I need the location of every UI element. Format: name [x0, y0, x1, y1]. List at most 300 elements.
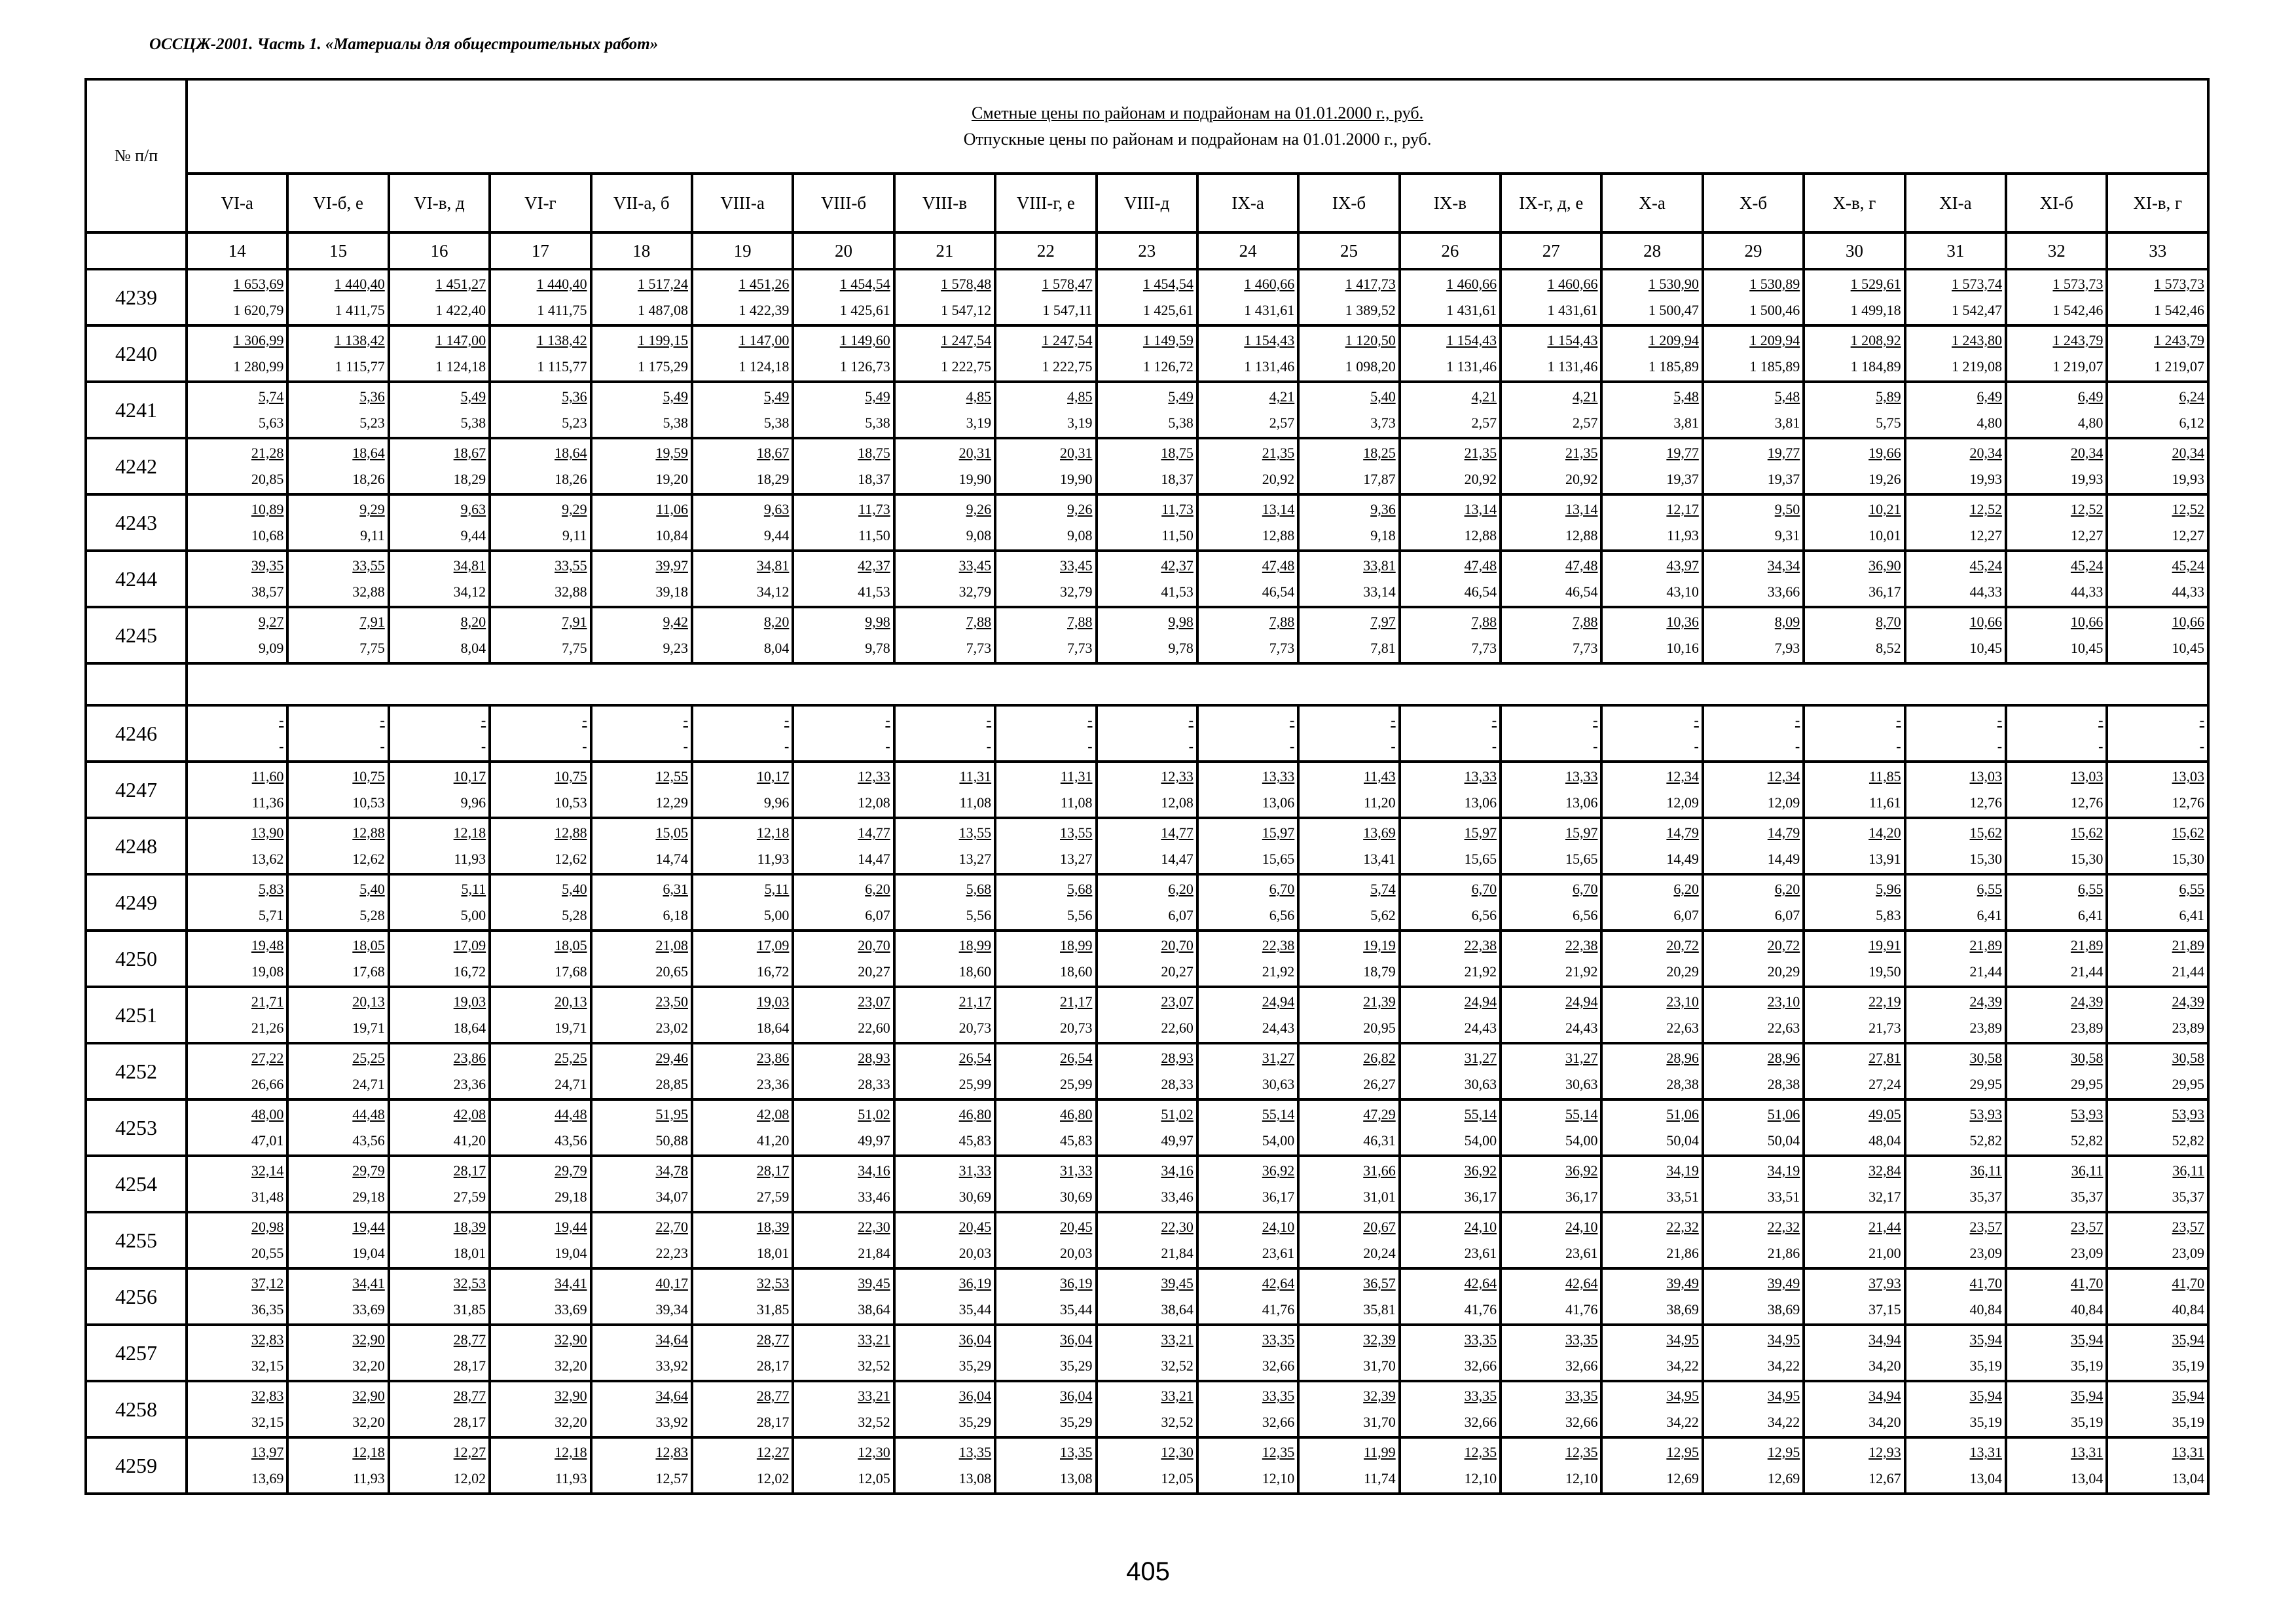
- price-cell: [1097, 1212, 1197, 1268]
- estimate-price: 11,99: [1364, 1444, 1396, 1460]
- estimate-price: 47,29: [1363, 1106, 1396, 1122]
- estimate-price: 44,48: [352, 1106, 385, 1122]
- wholesale-price: 4,80: [1977, 415, 2003, 431]
- price-cell: [490, 1381, 591, 1437]
- estimate-price: 24,94: [1565, 993, 1598, 1010]
- wholesale-price: 28,17: [756, 1414, 790, 1430]
- price-cell: [995, 874, 1096, 931]
- estimate-price: 19,48: [251, 937, 284, 953]
- wholesale-price: 41,53: [858, 583, 890, 600]
- wholesale-price: 19,20: [655, 471, 688, 487]
- estimate-price: 17,09: [756, 937, 790, 953]
- price-cell: [1501, 1156, 1601, 1212]
- wholesale-price: 3,73: [1370, 415, 1396, 431]
- estimate-price: 18,05: [555, 937, 587, 953]
- wholesale-price: 1 185,89: [1749, 358, 1800, 375]
- price-cell: [1501, 1381, 1601, 1437]
- estimate-price: 5,83: [258, 881, 284, 897]
- estimate-price: 12,52: [2070, 501, 2104, 517]
- column-index: 14: [187, 232, 287, 269]
- price-cell: [1804, 762, 1904, 818]
- wholesale-price: 10,01: [1868, 527, 1901, 544]
- estimate-price: 28,96: [1767, 1050, 1800, 1066]
- estimate-price: 1 440,40: [536, 276, 587, 292]
- region-header: X-а: [1601, 174, 1702, 232]
- column-index: 32: [2006, 232, 2107, 269]
- price-cell: [389, 1043, 490, 1099]
- wholesale-price: 13,27: [958, 851, 992, 867]
- price-cell: [1905, 494, 2006, 551]
- estimate-price: 34,95: [1767, 1331, 1800, 1348]
- estimate-price: 32,90: [352, 1388, 385, 1404]
- estimate-price: 12,93: [1868, 1444, 1901, 1460]
- price-cell: [692, 818, 793, 874]
- table-row: [86, 325, 2208, 382]
- price-cell: [287, 1437, 388, 1494]
- estimate-price: 11,43: [1364, 768, 1396, 784]
- price-cell: [995, 987, 1096, 1043]
- estimate-price: 39,45: [1161, 1275, 1194, 1291]
- wholesale-price: 22,23: [655, 1245, 688, 1261]
- price-cell: [1905, 762, 2006, 818]
- table-row: [86, 874, 2208, 931]
- column-index: 15: [287, 232, 388, 269]
- wholesale-price: 19,71: [352, 1020, 385, 1036]
- price-cell: [692, 1043, 793, 1099]
- wholesale-price: 35,44: [1060, 1301, 1093, 1318]
- price-cell: [995, 607, 1096, 663]
- price-cell: [187, 987, 287, 1043]
- wholesale-price: -: [582, 738, 587, 754]
- wholesale-price: 43,56: [352, 1132, 385, 1149]
- wholesale-price: 34,22: [1767, 1357, 1800, 1374]
- wholesale-price: 11,61: [1868, 794, 1901, 811]
- wholesale-price: 14,47: [1161, 851, 1194, 867]
- wholesale-price: -: [1289, 738, 1295, 754]
- wholesale-price: 10,53: [352, 794, 385, 811]
- price-cell: [287, 818, 388, 874]
- wholesale-price: 14,47: [858, 851, 890, 867]
- region-header: XI-в, г: [2107, 174, 2208, 232]
- wholesale-price: 10,45: [1969, 640, 2003, 656]
- wholesale-price: 6,18: [663, 907, 688, 923]
- estimate-price: 9,29: [359, 501, 385, 517]
- estimate-price: 19,66: [1868, 445, 1901, 461]
- wholesale-price: 18,37: [1161, 471, 1194, 487]
- estimate-price: 31,27: [1262, 1050, 1295, 1066]
- price-cell: [1197, 494, 1298, 551]
- price-cell: [1400, 1268, 1501, 1325]
- estimate-price: 12,33: [1161, 768, 1194, 784]
- price-cell: [591, 762, 692, 818]
- estimate-price: -: [1391, 712, 1396, 728]
- estimate-price: 33,35: [1565, 1331, 1598, 1348]
- wholesale-price: 18,29: [756, 471, 790, 487]
- price-cell: [2006, 1099, 2107, 1156]
- wholesale-price: 1 425,61: [1142, 302, 1194, 318]
- wholesale-price: 33,46: [1161, 1189, 1194, 1205]
- price-cell: [1298, 551, 1399, 607]
- row-number: 4239: [86, 269, 187, 325]
- wholesale-price: 36,17: [1868, 583, 1901, 600]
- estimate-price: 46,80: [1060, 1106, 1093, 1122]
- wholesale-price: 1 219,07: [2154, 358, 2205, 375]
- estimate-price: 33,45: [1060, 557, 1093, 574]
- wholesale-price: 18,79: [1363, 963, 1396, 980]
- price-cell: [1601, 1212, 1702, 1268]
- price-cell: [1197, 551, 1298, 607]
- estimate-price: 1 247,54: [1042, 332, 1093, 348]
- wholesale-price: 28,38: [1666, 1076, 1699, 1092]
- price-cell: [1097, 705, 1197, 762]
- estimate-price: 51,02: [858, 1106, 890, 1122]
- wholesale-price: 32,52: [1161, 1414, 1194, 1430]
- price-cell: [2107, 762, 2208, 818]
- wholesale-price: 45,83: [1060, 1132, 1093, 1149]
- estimate-price: -: [1289, 712, 1295, 728]
- estimate-price: 8,09: [1774, 614, 1800, 630]
- wholesale-price: 6,07: [1673, 907, 1699, 923]
- estimate-price: -: [481, 712, 486, 728]
- region-header: VIII-б: [793, 174, 894, 232]
- estimate-price: 33,55: [555, 557, 587, 574]
- wholesale-price: 1 425,61: [839, 302, 890, 318]
- wholesale-price: 32,17: [1868, 1189, 1901, 1205]
- column-index: 21: [894, 232, 995, 269]
- wholesale-price: 7,73: [966, 640, 992, 656]
- table-row: [86, 931, 2208, 987]
- wholesale-price: 23,89: [1969, 1020, 2003, 1036]
- price-cell: [187, 762, 287, 818]
- wholesale-price: 21,84: [858, 1245, 890, 1261]
- price-cell: [995, 1156, 1096, 1212]
- estimate-price: 10,36: [1666, 614, 1699, 630]
- wholesale-price: 1 500,47: [1648, 302, 1699, 318]
- wholesale-price: 12,62: [352, 851, 385, 867]
- wholesale-price: 25,99: [958, 1076, 992, 1092]
- price-cell: [1400, 1381, 1501, 1437]
- estimate-price: 24,39: [1969, 993, 2003, 1010]
- estimate-price: 21,08: [655, 937, 688, 953]
- wholesale-price: 35,19: [2172, 1357, 2205, 1374]
- price-cell: [389, 382, 490, 438]
- price-cell: [1298, 1212, 1399, 1268]
- wholesale-price: 5,38: [763, 415, 790, 431]
- price-cell: [692, 1325, 793, 1381]
- estimate-price: 24,94: [1262, 993, 1295, 1010]
- price-cell: [591, 1437, 692, 1494]
- price-cell: [1804, 987, 1904, 1043]
- price-cell: [692, 931, 793, 987]
- estimate-price: 12,34: [1767, 768, 1800, 784]
- wholesale-price: 1 098,20: [1345, 358, 1396, 375]
- price-cell: [287, 382, 388, 438]
- estimate-price: 39,49: [1666, 1275, 1699, 1291]
- estimate-price: 20,45: [1060, 1219, 1093, 1235]
- price-cell: [894, 818, 995, 874]
- price-cell: [692, 382, 793, 438]
- price-cell: [2006, 269, 2107, 325]
- price-cell: [2107, 818, 2208, 874]
- wholesale-price: 5,00: [460, 907, 486, 923]
- price-cell: [894, 1212, 995, 1268]
- estimate-price: 21,89: [2172, 937, 2205, 953]
- estimate-price: 23,07: [858, 993, 890, 1010]
- estimate-price: 21,39: [1363, 993, 1396, 1010]
- estimate-price: 53,93: [2172, 1106, 2205, 1122]
- region-header: VI-в, д: [389, 174, 490, 232]
- price-cell: [1601, 1156, 1702, 1212]
- price-cell: [490, 705, 591, 762]
- price-cell: [389, 762, 490, 818]
- price-cell: [1905, 987, 2006, 1043]
- column-index: 19: [692, 232, 793, 269]
- wholesale-price: 5,71: [258, 907, 284, 923]
- estimate-price: 18,99: [958, 937, 992, 953]
- wholesale-price: 37,15: [1868, 1301, 1901, 1318]
- price-cell: [1097, 1156, 1197, 1212]
- estimate-price: 24,10: [1565, 1219, 1598, 1235]
- price-cell: [1298, 607, 1399, 663]
- wholesale-price: 30,69: [1060, 1189, 1093, 1205]
- wholesale-price: -: [1694, 738, 1699, 754]
- price-cell: [1601, 551, 1702, 607]
- estimate-price: 10,17: [756, 768, 790, 784]
- price-cell: [490, 818, 591, 874]
- wholesale-price: 1 500,46: [1749, 302, 1800, 318]
- price-cell: [1905, 607, 2006, 663]
- price-cell: [793, 325, 894, 382]
- price-cell: [1905, 874, 2006, 931]
- wholesale-price: 34,12: [453, 583, 486, 600]
- estimate-price: 5,49: [865, 388, 890, 405]
- wholesale-price: 1 542,46: [2052, 302, 2104, 318]
- table-row: [86, 1212, 2208, 1268]
- estimate-price: 33,21: [858, 1331, 890, 1348]
- price-cell: [1298, 705, 1399, 762]
- estimate-price: 45,24: [2172, 557, 2205, 574]
- price-cell: [490, 1043, 591, 1099]
- wholesale-price: 31,70: [1363, 1357, 1396, 1374]
- wholesale-price: 9,44: [763, 527, 790, 544]
- estimate-price: 13,03: [2070, 768, 2104, 784]
- price-cell: [1400, 762, 1501, 818]
- price-cell: [591, 987, 692, 1043]
- wholesale-price: 4,80: [2077, 415, 2104, 431]
- price-cell: [187, 1381, 287, 1437]
- wholesale-price: 5,38: [663, 415, 688, 431]
- wholesale-price: 21,92: [1262, 963, 1295, 980]
- estimate-price: 26,82: [1363, 1050, 1396, 1066]
- estimate-price: 42,37: [858, 557, 890, 574]
- estimate-price: 13,31: [2070, 1444, 2104, 1460]
- estimate-price: 22,38: [1262, 937, 1295, 953]
- price-cell: [1804, 1325, 1904, 1381]
- wholesale-price: 3,19: [1067, 415, 1093, 431]
- wholesale-price: 18,26: [352, 471, 385, 487]
- price-cell: [1703, 551, 1804, 607]
- wholesale-price: 1 411,75: [335, 302, 385, 318]
- price-cell: [591, 1381, 692, 1437]
- wholesale-price: 39,18: [655, 583, 688, 600]
- estimate-price: 22,30: [858, 1219, 890, 1235]
- price-cell: [894, 382, 995, 438]
- price-cell: [2107, 607, 2208, 663]
- wholesale-price: 11,36: [251, 794, 284, 811]
- price-cell: [1400, 705, 1501, 762]
- wholesale-price: 29,95: [2172, 1076, 2205, 1092]
- wholesale-price: 44,33: [1969, 583, 2003, 600]
- price-cell: [1703, 818, 1804, 874]
- estimate-price: 1 460,66: [1547, 276, 1598, 292]
- wholesale-price: 18,64: [756, 1020, 790, 1036]
- estimate-price: 24,10: [1464, 1219, 1497, 1235]
- price-cell: [692, 1381, 793, 1437]
- price-cell: [490, 269, 591, 325]
- wholesale-price: 9,08: [1067, 527, 1093, 544]
- price-cell: [591, 269, 692, 325]
- price-cell: [1804, 818, 1904, 874]
- wholesale-price: 28,17: [453, 1357, 486, 1374]
- wholesale-price: 9,78: [865, 640, 890, 656]
- price-cell: [1097, 1437, 1197, 1494]
- wholesale-price: 5,38: [460, 415, 486, 431]
- table-row: [86, 382, 2208, 438]
- estimate-price: 17,09: [453, 937, 486, 953]
- estimate-price: 9,50: [1774, 501, 1800, 517]
- table-row: [86, 494, 2208, 551]
- estimate-price: 20,72: [1767, 937, 1800, 953]
- wholesale-price: 30,69: [958, 1189, 992, 1205]
- price-cell: [1905, 1437, 2006, 1494]
- price-cell: [1703, 494, 1804, 551]
- wholesale-price: 9,08: [966, 527, 992, 544]
- estimate-price: 1 149,59: [1142, 332, 1194, 348]
- wholesale-price: 19,37: [1666, 471, 1699, 487]
- price-cell: [1400, 494, 1501, 551]
- estimate-price: -: [1896, 712, 1901, 728]
- estimate-price: 13,14: [1262, 501, 1295, 517]
- estimate-price: 12,18: [352, 1444, 385, 1460]
- wholesale-price: 17,87: [1363, 471, 1396, 487]
- wholesale-price: 32,20: [555, 1357, 587, 1374]
- estimate-price: 1 573,73: [2154, 276, 2205, 292]
- wholesale-price: 5,83: [1876, 907, 1901, 923]
- price-cell: [1400, 818, 1501, 874]
- estimate-price: 22,38: [1565, 937, 1598, 953]
- price-cell: [389, 607, 490, 663]
- estimate-price: 31,27: [1464, 1050, 1497, 1066]
- wholesale-price: 5,38: [865, 415, 890, 431]
- estimate-price: 24,39: [2070, 993, 2104, 1010]
- wholesale-price: 9,18: [1370, 527, 1396, 544]
- wholesale-price: 29,95: [2070, 1076, 2104, 1092]
- wholesale-price: 1 222,75: [941, 358, 992, 375]
- price-cell: [1703, 931, 1804, 987]
- price-cell: [1905, 1268, 2006, 1325]
- wholesale-price: 28,17: [756, 1357, 790, 1374]
- estimate-price: 4,21: [1269, 388, 1295, 405]
- wholesale-price: 35,37: [1969, 1189, 2003, 1205]
- wholesale-price: 5,23: [562, 415, 587, 431]
- wholesale-price: 3,81: [1774, 415, 1800, 431]
- estimate-price: 15,62: [2172, 824, 2205, 841]
- estimate-price: 18,67: [756, 445, 790, 461]
- price-cell: [1097, 438, 1197, 494]
- wholesale-price: 9,96: [460, 794, 486, 811]
- wholesale-price: 1 124,18: [435, 358, 486, 375]
- estimate-price: 35,94: [2070, 1331, 2104, 1348]
- wholesale-price: 1 547,12: [941, 302, 992, 318]
- price-cell: [1703, 382, 1804, 438]
- estimate-price: 19,03: [756, 993, 790, 1010]
- estimate-price: 1 243,79: [2154, 332, 2205, 348]
- estimate-price: 34,78: [655, 1162, 688, 1179]
- price-cell: [1905, 325, 2006, 382]
- estimate-price: 14,77: [1161, 824, 1194, 841]
- estimate-price: 33,21: [1161, 1388, 1194, 1404]
- wholesale-price: 45,83: [958, 1132, 992, 1149]
- price-cell: [490, 987, 591, 1043]
- estimate-price: 23,10: [1767, 993, 1800, 1010]
- price-cell: [1400, 325, 1501, 382]
- price-cell: [1703, 269, 1804, 325]
- price-cell: [2006, 551, 2107, 607]
- estimate-price: 1 529,61: [1850, 276, 1901, 292]
- price-cell: [187, 874, 287, 931]
- price-cell: [187, 931, 287, 987]
- row-number: 4242: [86, 438, 187, 494]
- estimate-price: 15,97: [1262, 824, 1295, 841]
- estimate-price: 6,55: [1977, 881, 2003, 897]
- wholesale-price: 11,93: [757, 851, 790, 867]
- price-cell: [1197, 607, 1298, 663]
- price-cell: [2006, 987, 2107, 1043]
- wholesale-price: 19,93: [2172, 471, 2205, 487]
- estimate-price: 9,26: [1067, 501, 1093, 517]
- column-index: 26: [1400, 232, 1501, 269]
- wholesale-price: 2,57: [1269, 415, 1295, 431]
- price-cell: [389, 1099, 490, 1156]
- estimate-price: 12,35: [1565, 1444, 1598, 1460]
- wholesale-price: 12,05: [858, 1470, 890, 1486]
- price-cell: [1197, 1325, 1298, 1381]
- estimate-price: 18,99: [1060, 937, 1093, 953]
- price-cell: [1501, 551, 1601, 607]
- estimate-price: 1 573,73: [2052, 276, 2104, 292]
- price-cell: [187, 1325, 287, 1381]
- estimate-price: 6,20: [1168, 881, 1194, 897]
- wholesale-price: 19,93: [1969, 471, 2003, 487]
- wholesale-price: 27,24: [1868, 1076, 1901, 1092]
- wholesale-price: 32,52: [1161, 1357, 1194, 1374]
- estimate-price: 32,53: [756, 1275, 790, 1291]
- wholesale-price: 41,20: [756, 1132, 790, 1149]
- price-cell: [894, 1268, 995, 1325]
- price-cell: [1197, 987, 1298, 1043]
- estimate-price: 14,20: [1868, 824, 1901, 841]
- wholesale-price: 34,22: [1666, 1414, 1699, 1430]
- wholesale-price: 20,65: [655, 963, 688, 980]
- price-cell: [187, 269, 287, 325]
- price-cell: [894, 1156, 995, 1212]
- estimate-price: 7,88: [1572, 614, 1598, 630]
- price-cell: [287, 325, 388, 382]
- region-header: IX-б: [1298, 174, 1399, 232]
- price-cell: [692, 987, 793, 1043]
- estimate-price: 4,21: [1572, 388, 1598, 405]
- region-header: VIII-а: [692, 174, 793, 232]
